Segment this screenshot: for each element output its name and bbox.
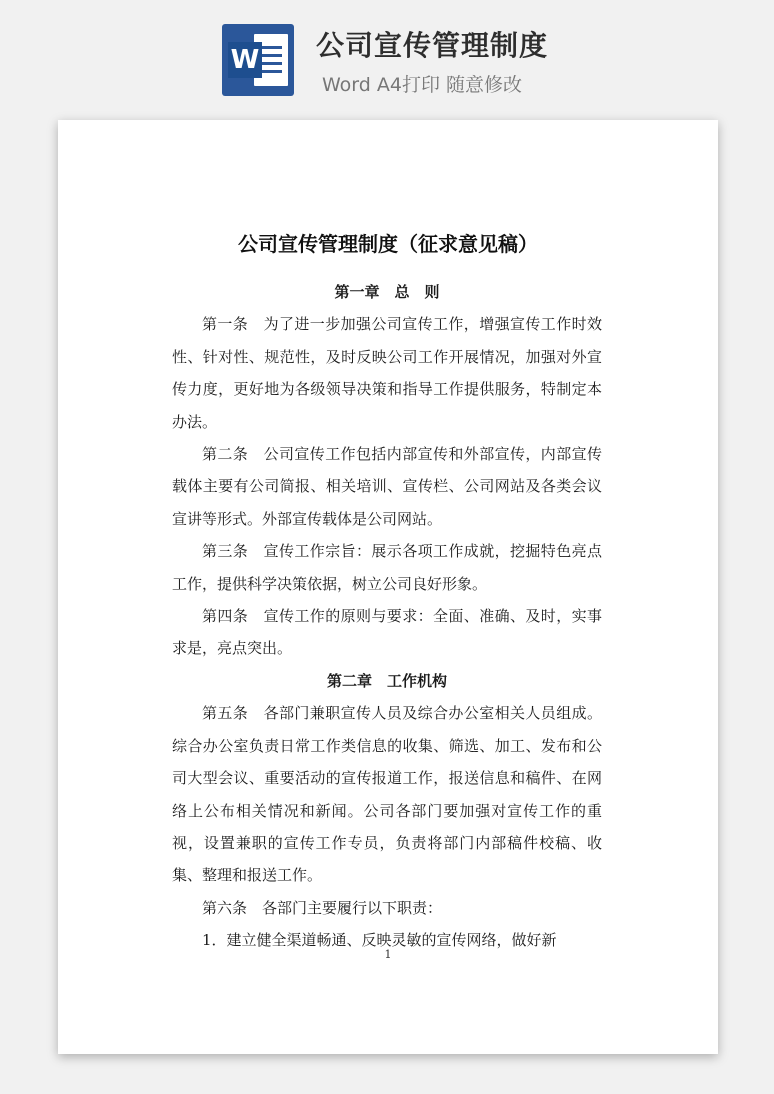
article-paragraph: 第三条 宣传工作宗旨：展示各项工作成就，挖掘特色亮点工作，提供科学决策依据，树立公司良好形象。 bbox=[172, 542, 602, 593]
article-paragraph: 第四条 宣传工作的原则与要求：全面、准确、及时，实事求是，亮点突出。 bbox=[172, 607, 602, 658]
document-title: 公司宣传管理制度（征求意见稿） bbox=[238, 232, 538, 256]
article-paragraph: 第五条 各部门兼职宣传人员及综合办公室相关人员组成。综合办公室负责日常工作类信息的收集、筛选、加工、发布和公司大型会议、重要活动的宣传报道工作，报送信息和稿件、在网络上公布相关情况和新闻。公司各部门要加强对宣传工作的重视，设置兼职的宣传工作专员，负责将部门内部稿件校稿、收集、整理和报送工作。 bbox=[172, 704, 602, 885]
article-paragraph: 第一条 为了进一步加强公司宣传工作，增强宣传工作时效性、针对性、规范性，及时反映公司工作开展情况，加强对外宣传力度，更好地为各级领导决策和指导工作提供服务，特制定本办法。 bbox=[172, 315, 602, 431]
header-title: 公司宣传管理制度 bbox=[316, 29, 549, 62]
word-document-icon bbox=[222, 24, 294, 96]
list-item: 1．建立健全渠道畅通、反映灵敏的宣传网络，做好新 bbox=[202, 931, 557, 950]
article-paragraph: 第六条 各部门主要履行以下职责： bbox=[202, 898, 443, 917]
document-page bbox=[58, 120, 718, 1054]
chapter-heading: 第一章 总 则 bbox=[334, 283, 440, 301]
word-icon-letter: W bbox=[228, 42, 262, 78]
article-paragraph: 第二条 公司宣传工作包括内部宣传和外部宣传，内部宣传载体主要有公司简报、相关培训、宣传栏、公司网站及各类会议宣讲等形式。外部宣传载体是公司网站。 bbox=[172, 445, 602, 528]
document-body bbox=[172, 276, 602, 957]
preview-header bbox=[0, 0, 774, 110]
chapter-heading: 第二章 工作机构 bbox=[326, 671, 447, 690]
page-number: 1 bbox=[384, 948, 392, 961]
header-subtitle: Word A4打印 随意修改 bbox=[322, 74, 523, 96]
